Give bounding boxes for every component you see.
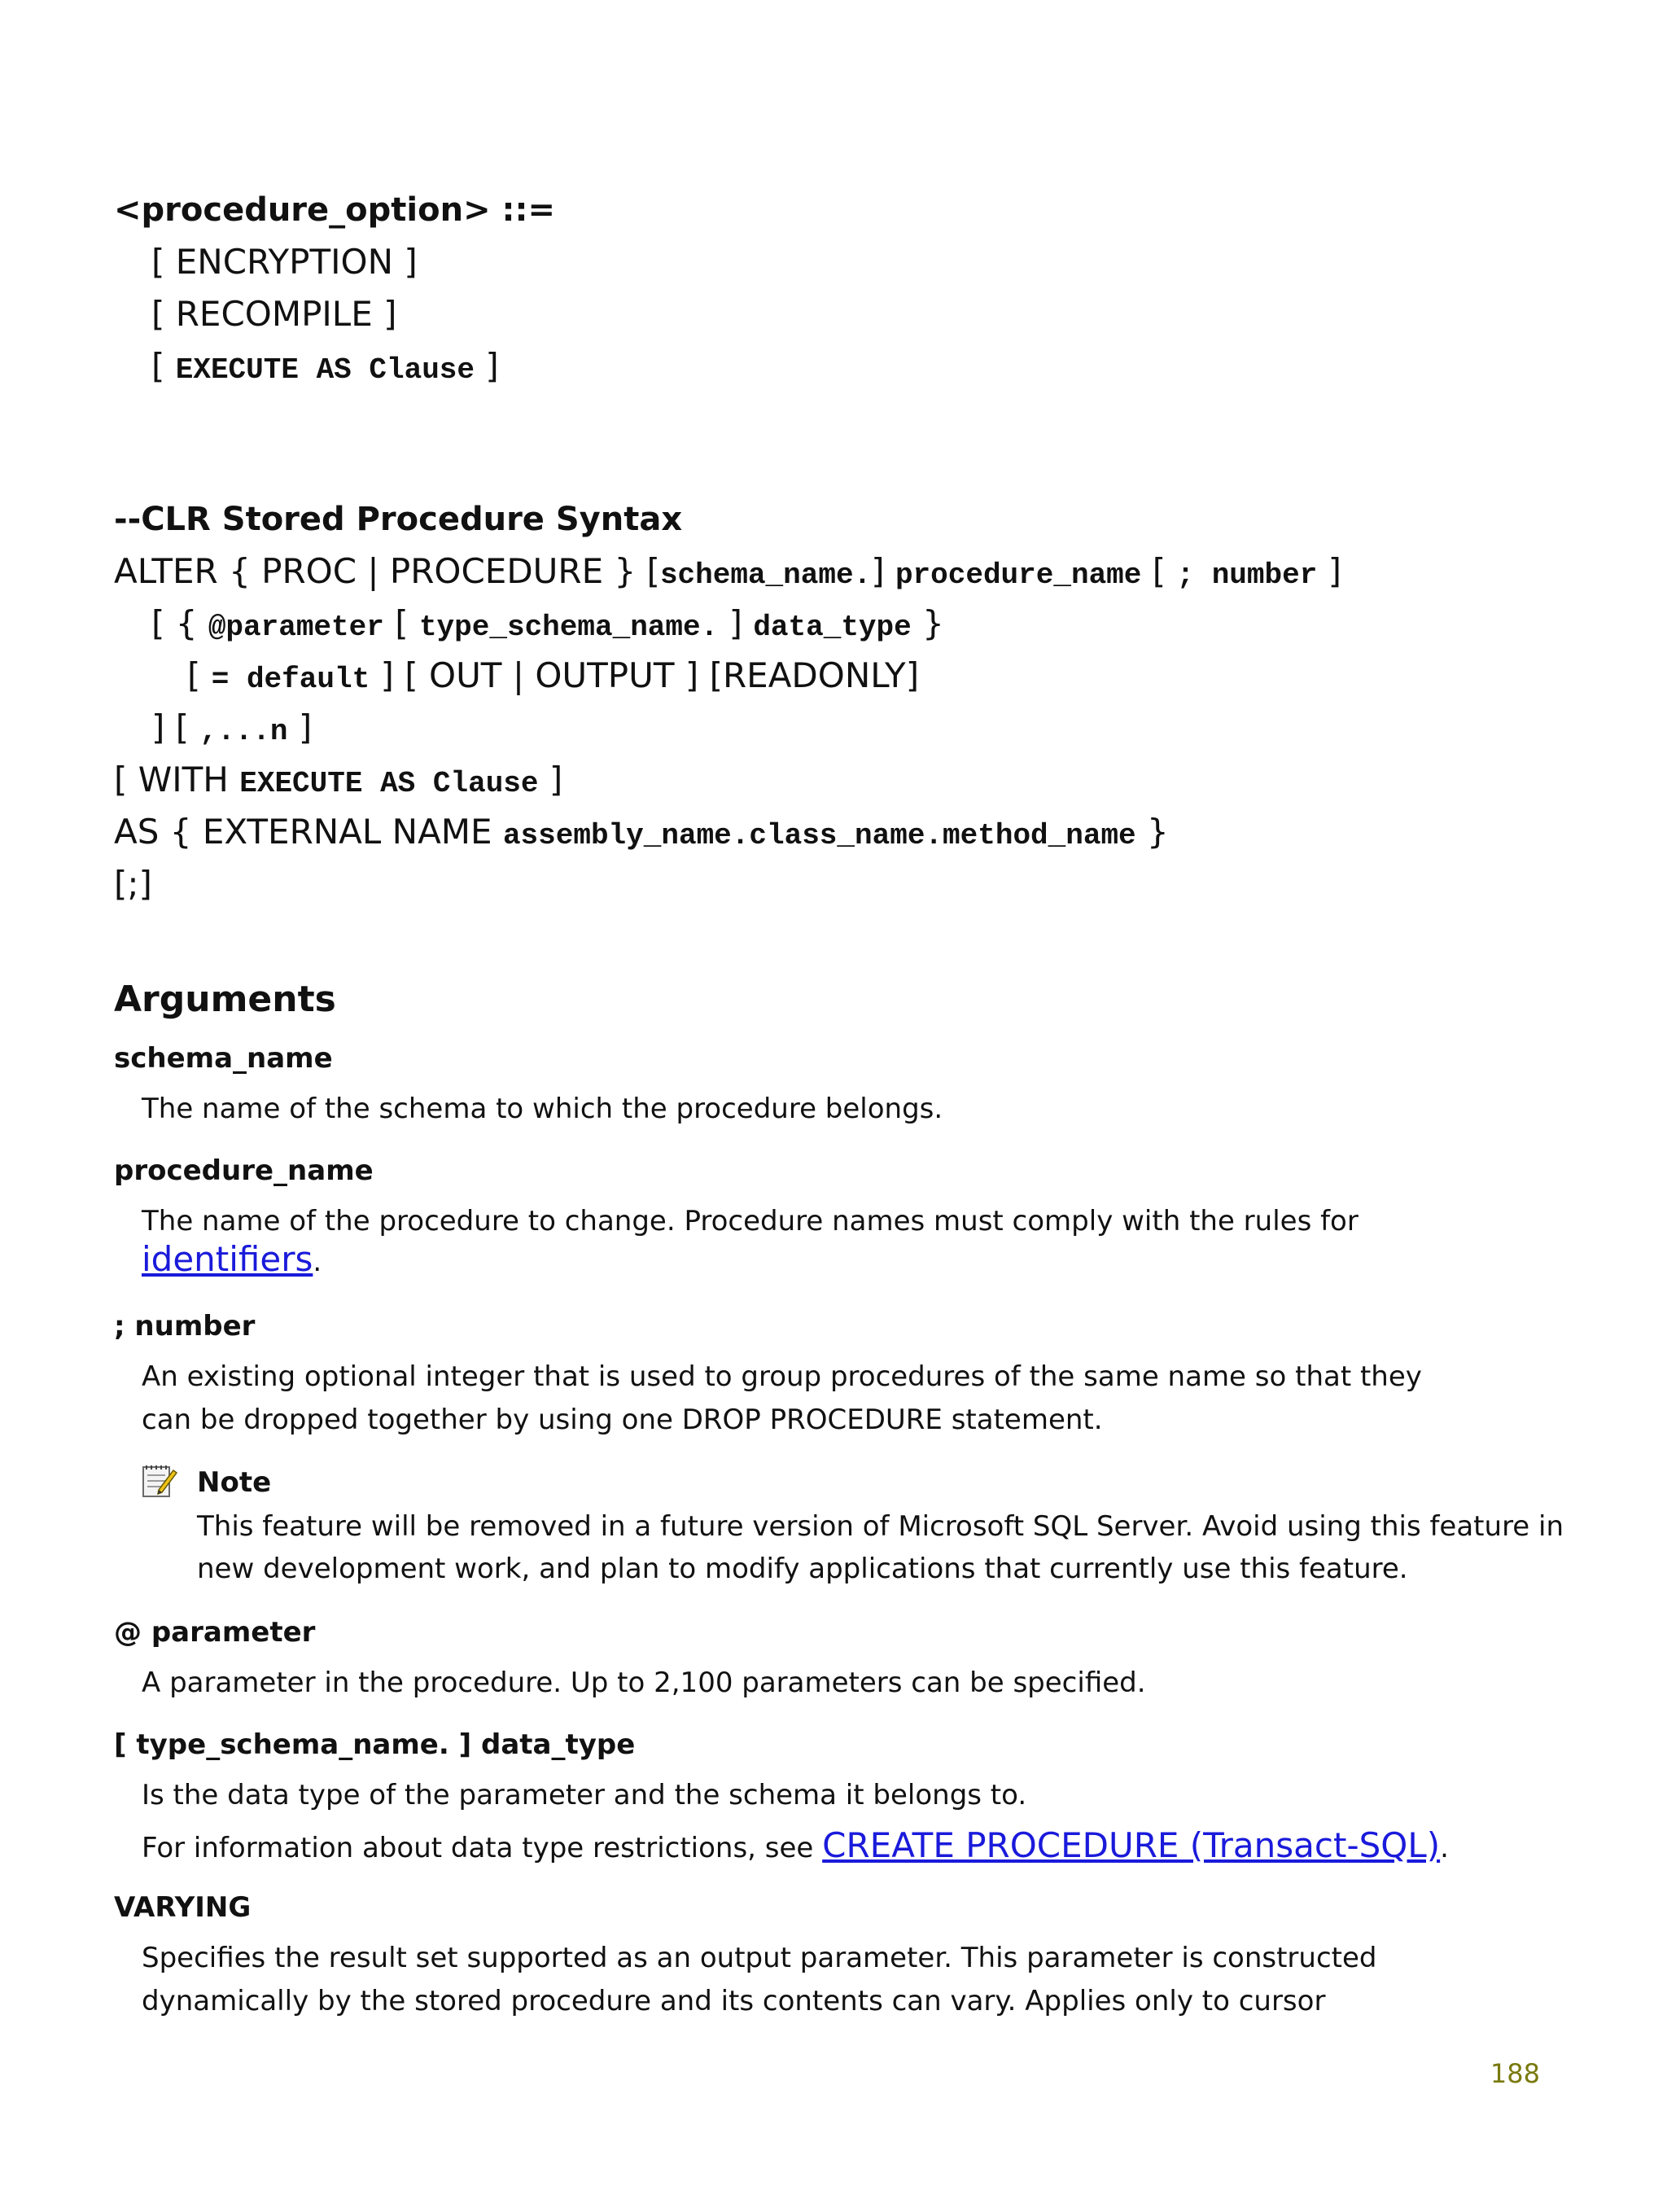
note-title: Note <box>197 1466 272 1499</box>
syntax-code: procedure_name <box>895 558 1142 592</box>
syntax-text: ] <box>718 603 754 643</box>
clr-heading: --CLR Stored Procedure Syntax <box>114 501 683 538</box>
syntax-text: } <box>1135 812 1169 852</box>
period: . <box>313 1246 322 1278</box>
syntax-text: ] <box>871 551 885 591</box>
syntax-code: schema_name. <box>659 558 872 592</box>
note-line2: new development work, and plan to modify applications that currently use this feature. <box>197 1553 1408 1585</box>
page-number: 188 <box>1490 2058 1540 2089</box>
desc-data-type-line1: Is the data type of the parameter and the schema it belongs to. <box>142 1779 1027 1811</box>
term-procedure-name: procedure_name <box>114 1154 374 1187</box>
syntax-code: data_type <box>753 611 912 644</box>
syntax-code: type_schema_name. <box>418 611 719 644</box>
create-procedure-link[interactable]: CREATE PROCEDURE (Transact-SQL) <box>822 1825 1441 1865</box>
identifiers-link[interactable]: identifiers <box>142 1239 313 1279</box>
syntax-code: number <box>1194 558 1318 592</box>
syntax-text: ] <box>538 760 563 799</box>
syntax-text: [ <box>383 603 419 643</box>
syntax-code: ; <box>1176 558 1195 592</box>
note-pad-icon <box>141 1462 178 1500</box>
clr-line-terminator: [;] <box>114 864 152 904</box>
option-execute-as <box>151 346 499 387</box>
syntax-text: [ { <box>151 603 208 643</box>
term-parameter: @ parameter <box>114 1616 316 1649</box>
desc-schema-name: The name of the schema to which the procedure belongs. <box>142 1093 943 1125</box>
option-encryption: [ ENCRYPTION ] <box>151 242 418 282</box>
term-number: ; number <box>114 1310 256 1343</box>
syntax-text: [ <box>1141 551 1177 591</box>
syntax-code: = default <box>211 663 370 696</box>
syntax-code: @parameter <box>208 611 384 644</box>
syntax-text: } <box>911 603 944 643</box>
desc-text: For information about data type restrictions, see <box>142 1832 823 1864</box>
note-line1: This feature will be removed in a future version of Microsoft SQL Server. Avoid using this feature in <box>197 1510 1564 1543</box>
clr-line-alter <box>114 551 1342 592</box>
syntax-text: ] [ <box>151 707 200 747</box>
syntax-text: ALTER { PROC | PROCEDURE } [ <box>114 551 660 591</box>
syntax-text: ] [ OUT | OUTPUT ] [READONLY] <box>370 655 920 695</box>
desc-parameter: A parameter in the procedure. Up to 2,100 parameters can be specified. <box>142 1667 1146 1699</box>
desc-varying-line2: dynamically by the stored procedure and its contents can vary. Applies only to cursor <box>142 1985 1326 2017</box>
term-schema-name: schema_name <box>114 1042 333 1075</box>
desc-procedure-name: The name of the procedure to change. Procedure names must comply with the rules for <box>142 1205 1359 1237</box>
syntax-text: ] <box>287 707 313 747</box>
desc-data-type-line2 <box>142 1825 1449 1865</box>
bracket-open: [ <box>151 346 165 386</box>
syntax-text: AS { EXTERNAL NAME <box>114 812 503 852</box>
term-varying: VARYING <box>114 1891 252 1924</box>
bracket-close: ] <box>485 346 499 386</box>
clr-line-repeat <box>151 707 313 748</box>
syntax-code: ,...n <box>199 715 288 748</box>
syntax-code: EXECUTE AS Clause <box>239 767 539 800</box>
clr-line-default <box>187 655 920 696</box>
desc-procedure-name-line2 <box>142 1239 322 1279</box>
period: . <box>1440 1832 1449 1864</box>
syntax-text: [ WITH <box>114 760 240 799</box>
term-data-type: [ type_schema_name. ] data_type <box>114 1728 636 1761</box>
syntax-text: [ <box>187 655 212 695</box>
desc-number-line1: An existing optional integer that is used to group procedures of the same name so that they <box>142 1360 1422 1393</box>
clr-line-parameter <box>151 603 944 644</box>
execute-as-clause: EXECUTE AS Clause <box>175 353 475 387</box>
clr-line-with <box>114 760 563 800</box>
desc-varying-line1: Specifies the result set supported as an output parameter. This parameter is constructed <box>142 1942 1377 1974</box>
procedure-option-header: <procedure_option> ::= <box>114 191 556 229</box>
option-recompile: [ RECOMPILE ] <box>151 294 397 334</box>
desc-number-line2: can be dropped together by using one DROP PROCEDURE statement. <box>142 1404 1103 1436</box>
syntax-text: ] <box>1317 551 1342 591</box>
arguments-heading: Arguments <box>114 979 336 1020</box>
syntax-code: assembly_name.class_name.method_name <box>502 819 1136 852</box>
clr-line-external <box>114 812 1169 852</box>
